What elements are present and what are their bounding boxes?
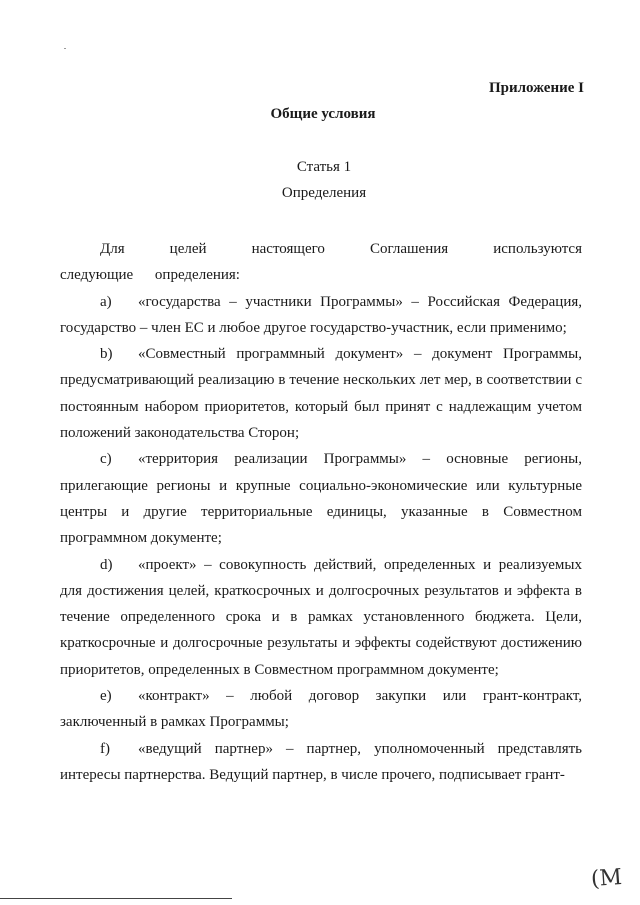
item-marker: c) [100, 451, 112, 468]
annex-label: Приложение I [488, 80, 584, 96]
handwritten-initials: (М [590, 864, 623, 893]
definition-item-e [60, 683, 582, 736]
item-marker: b) [100, 346, 113, 363]
footnote-rule [0, 898, 232, 899]
item-text: «контракт» – любой договор закупки или грант-контракт, заключенный в рамках Программы; [60, 688, 582, 731]
definition-item-b [60, 341, 582, 446]
document-body [60, 236, 582, 788]
definition-item-d [60, 552, 582, 683]
document-title: Общие условия [270, 106, 376, 122]
item-marker: e) [100, 688, 112, 705]
item-text: «ведущий партнер» – партнер, уполномоченный представлять интересы партнерства. Ведущий партнер, в числе прочего, подписывает грант- [60, 740, 582, 783]
item-text: «Совместный программный документ» – документ Программы, предусматривающий реализацию в течение нескольких лет мер, в соответствии с постоянным набором приоритетов, который был принят с надлежащим учетом положений законодательства Сторон; [60, 346, 582, 442]
item-marker: a) [100, 293, 112, 310]
intro-paragraph: Для целей настоящего Соглашения используются следующие определения: [60, 241, 582, 284]
article-number: Статья 1 [296, 159, 352, 175]
article-name: Определения [281, 185, 367, 201]
definition-item-c [60, 446, 582, 551]
scan-speck [64, 48, 66, 49]
item-marker: d) [100, 556, 113, 573]
item-text: «проект» – совокупность действий, определенных и реализуемых для достижения целей, краткосрочных и долгосрочных результатов и эффекта в течение определенного срока и в рамках установленного бюджета. Цели, краткосрочные и долгосрочные результаты и эффекты содействуют достижению приоритетов, определенных в Совместном программном документе; [60, 556, 582, 678]
definition-item-a [60, 289, 582, 342]
definition-item-f [60, 736, 582, 789]
item-text: «государства – участники Программы» – Российская Федерация, государство – член ЕС и любое другое государство-участник, если применимо; [60, 293, 582, 336]
item-marker: f) [100, 740, 110, 757]
item-text: «территория реализации Программы» – основные регионы, прилегающие регионы и крупные социально-экономические или культурные центры и другие территориальные единицы, указанные в Совместном программном документе; [60, 451, 582, 547]
